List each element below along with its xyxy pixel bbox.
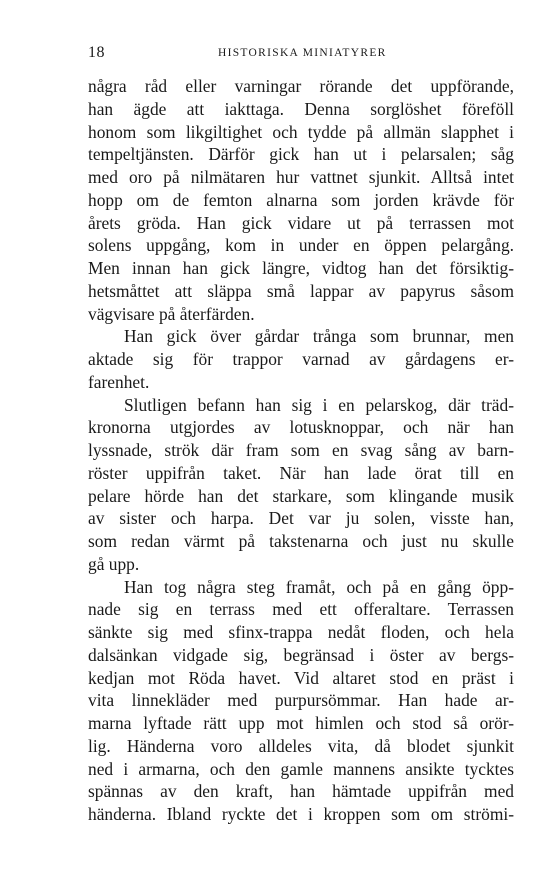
text-line: lig. Händerna voro alldeles vita, då blodet sjunkit [88,735,514,756]
text-line: årets gröda. Han gick vidare ut på terrassen mot [88,212,514,233]
text-line: sänkte sig med sfinx-trappa nedåt floden, och hela [88,622,514,642]
text-line: honom som likgiltighet och tydde på allmän slapphet i [88,121,514,142]
text-line: hetsmåttet att släppa små lappar av papyrus såsom [88,280,514,301]
text-line: Slutligen befann han sig i en pelarskog, där träd- [124,394,514,415]
text-line: aktade sig för trappor varnad av gårdagens er- [88,349,514,369]
text-line: av sister och harpa. Det var ju solen, visste han, [88,508,514,529]
text-line: spännas av den kraft, han hämtade uppifrån med [88,781,514,802]
text-line: dalsänkan vidgade sig, begränsad i öster av bergs- [88,644,514,665]
text-line: några råd eller varningar rörande det uppförande, [88,76,514,96]
text-line: han ägde att iakttaga. Denna sorglöshet föreföll [88,98,514,119]
text-line: kedjan mot Röda havet. Vid altaret stod en präst i [88,667,514,688]
text-line: som redan värmt på takstenarna och just nu skulle [88,531,514,551]
text-line: Han tog några steg framåt, och på en gång öpp- [124,576,514,597]
text-line: tempeltjänsten. Därför gick han ut i pelarsalen; såg [88,144,514,165]
page-header [88,44,514,64]
text-line: vita linnekläder med purpursömmar. Han hade ar- [88,690,514,711]
text-line: marna lyftade rätt upp mot himlen och stod så orör- [88,713,514,733]
text-line: Han gick över gårdar trånga som brunnar, men [124,326,514,347]
text-line: vägvisare på återfärden. [88,303,255,324]
text-line: med oro på nilmätaren hur vattnet sjunkit. Alltså intet [88,167,514,187]
text-line: röster uppifrån taket. När han lade örat till en [88,462,514,483]
text-line: gå upp. [88,553,140,574]
text-line: ned i armarna, och den gamle mannens ansikte tycktes [88,758,514,779]
body-text [88,75,514,826]
page-number: 18 [88,44,105,61]
text-line: pelare hörde han det starkare, som klingande musik [88,485,514,506]
text-line: lyssnade, strök där fram som en svag sång av barn- [88,440,514,460]
text-line: hopp om de femton alnarna som jorden krävde för [88,189,514,210]
text-line: solens uppgång, kom in under en öppen pelargång. [88,235,514,256]
text-line: Men innan han gick längre, vidtog han det försiktig- [88,258,514,278]
text-line: nade sig en terrass med ett offeraltare. Terrassen [88,599,514,620]
text-line: kronorna utgjordes av lotusknoppar, och när han [88,417,514,438]
text-line: händerna. Ibland ryckte det i kroppen som om strömi- [88,804,514,824]
text-line: farenhet. [88,371,150,392]
running-title: HISTORISKA MINIATYRER [218,47,387,59]
